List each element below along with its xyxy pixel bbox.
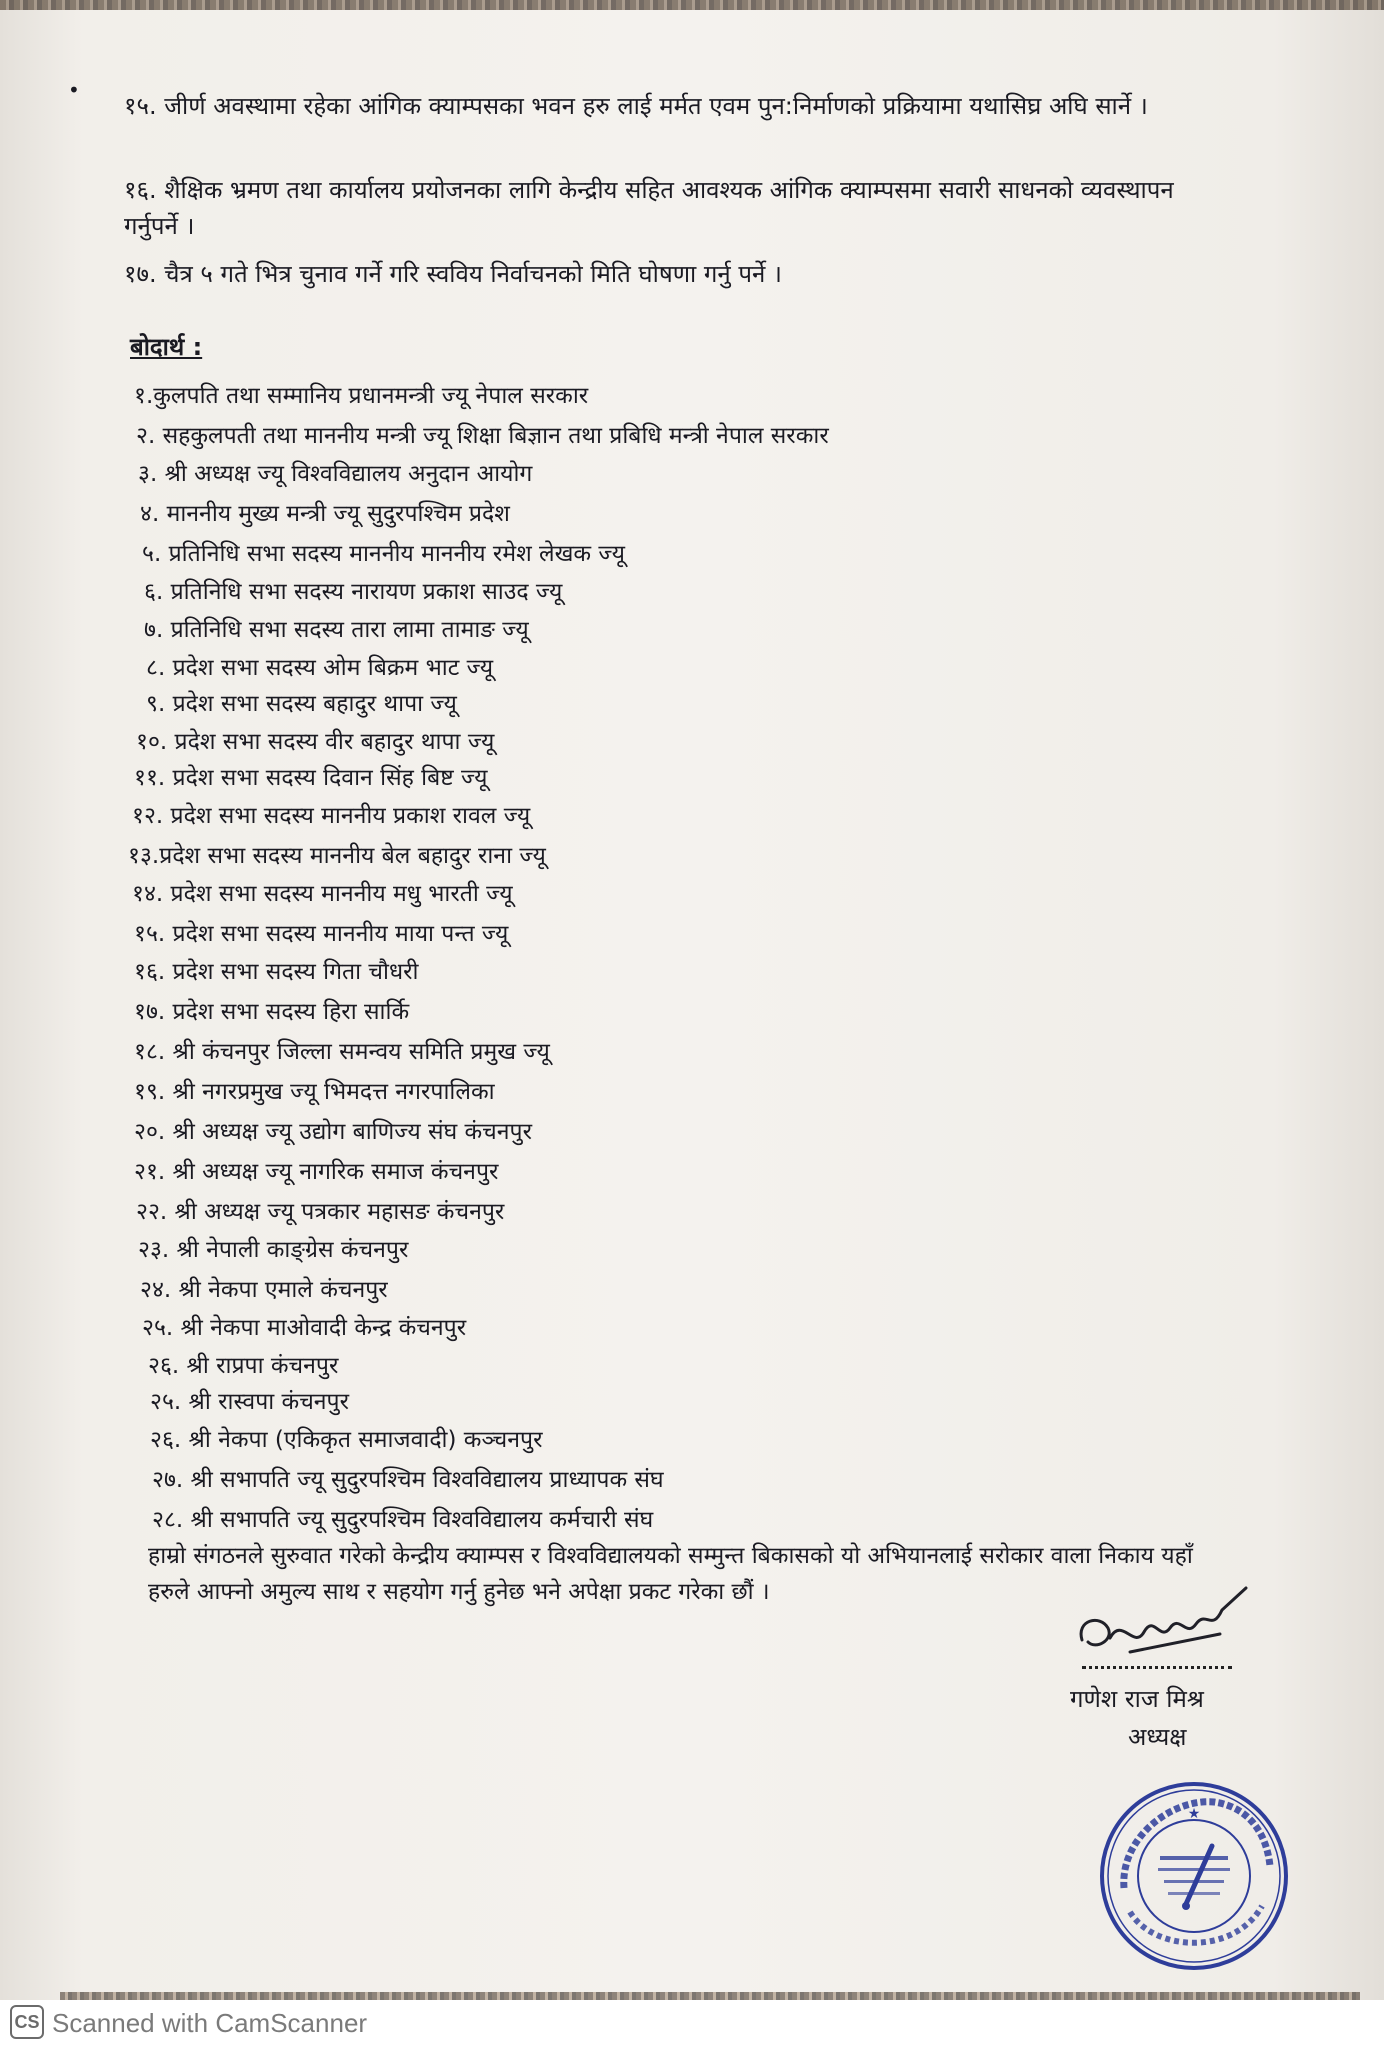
cc-item: २५. श्री नेकपा माओवादी केन्द्र कंचनपुर <box>142 1315 467 1341</box>
cc-item: १६. प्रदेश सभा सदस्य गिता चौधरी <box>134 959 419 985</box>
torn-top-edge <box>0 0 1384 10</box>
cc-item: ५. प्रतिनिधि सभा सदस्य माननीय माननीय रमेश लेखक ज्यू <box>142 541 625 567</box>
cc-item: ४. माननीय मुख्य मन्त्री ज्यू सुदुरपश्चिम प्रदेश <box>140 501 510 527</box>
margin-mark: • <box>68 78 80 102</box>
torn-bottom-edge <box>60 1992 1360 2000</box>
cc-item: २०. श्री अध्यक्ष ज्यू उद्योग बाणिज्य संघ कंचनपुर <box>134 1119 533 1145</box>
cc-item: २५. श्री रास्वपा कंचनपुर <box>150 1389 350 1415</box>
cc-item: १२. प्रदेश सभा सदस्य माननीय प्रकाश रावल ज्यू <box>132 803 531 829</box>
cc-item: २१. श्री अध्यक्ष ज्यू नागरिक समाज कंचनपुर <box>134 1159 499 1185</box>
signatory-title: अध्यक्ष <box>1128 1723 1187 1751</box>
signatory-name: गणेश राज मिश्र <box>1070 1685 1204 1713</box>
cc-item: ६. प्रतिनिधि सभा सदस्य नारायण प्रकाश साउद ज्यू <box>144 579 563 605</box>
cc-item: १९. श्री नगरप्रमुख ज्यू भिमदत्त नगरपालिका <box>134 1079 495 1105</box>
cc-item: २७. श्री सभापति ज्यू सुदुरपश्चिम विश्वविद्यालय प्राध्यापक संघ <box>152 1467 664 1493</box>
cc-item: १.कुलपति तथा सम्मानिय प्रधानमन्त्री ज्यू नेपाल सरकार <box>134 383 589 409</box>
closing-paragraph: हाम्रो संगठनले सुरुवात गरेको केन्द्रीय क्याम्पस र विश्वविद्यालयको सम्मुन्त बिकासको यो अभियानलाई सरोकार वाला निकाय यहाँ हरुले आफ्नो अमुल्य साथ र सहयोग गर्नु हुनेछ भने अपेक्षा प्रकट गरेका छौं । <box>148 1543 1193 1605</box>
cc-item: १७. प्रदेश सभा सदस्य हिरा सार्कि <box>134 999 410 1025</box>
cc-item: १०. प्रदेश सभा सदस्य वीर बहादुर थापा ज्यू <box>136 729 495 755</box>
cc-item: २४. श्री नेकपा एमाले कंचनपुर <box>140 1277 388 1303</box>
demand-point-16: १६. शैक्षिक भ्रमण तथा कार्यालय प्रयोजनका लागि केन्द्रीय सहित आवश्यक आंगिक क्याम्पसमा सवारी साधनको व्यवस्थापन गर्नुपर्ने । <box>124 176 1174 240</box>
cc-item: २८. श्री सभापति ज्यू सुदुरपश्चिम विश्वविद्यालय कर्मचारी संघ <box>152 1507 654 1533</box>
cc-item: २३. श्री नेपाली काङ्ग्रेस कंचनपुर <box>138 1237 409 1263</box>
cc-item: २६. श्री नेकपा (एकिकृत समाजवादी) कञ्चनपुर <box>150 1427 543 1453</box>
organization-seal-stamp <box>1094 1776 1294 1976</box>
demand-point-17: १७. चैत्र ५ गते भित्र चुनाव गर्ने गरि स्वविय निर्वाचनको मिति घोषणा गर्नु पर्ने । <box>124 260 783 288</box>
camscanner-logo-icon: CS <box>10 2005 44 2039</box>
cc-item: ९. प्रदेश सभा सदस्य बहादुर थापा ज्यू <box>146 691 457 717</box>
cc-item: १३.प्रदेश सभा सदस्य माननीय बेल बहादुर राना ज्यू <box>128 843 546 869</box>
cc-item: २. सहकुलपती तथा माननीय मन्त्री ज्यू शिक्षा बिज्ञान तथा प्रबिधि मन्त्री नेपाल सरकार <box>136 423 829 449</box>
handwritten-signature <box>1070 1580 1260 1666</box>
cc-item: ३. श्री अध्यक्ष ज्यू विश्वविद्यालय अनुदान आयोग <box>138 461 533 487</box>
cc-item: २६. श्री राप्रपा कंचनपुर <box>148 1353 339 1379</box>
cc-item: ७. प्रतिनिधि सभा सदस्य तारा लामा तामाङ ज्यू <box>144 617 529 643</box>
cc-heading: बोदार्थ : <box>130 333 203 361</box>
svg-text:★: ★ <box>1187 1806 1201 1822</box>
signature-line <box>1082 1666 1232 1669</box>
cc-item: १५. प्रदेश सभा सदस्य माननीय माया पन्त ज्यू <box>134 921 509 947</box>
cc-item: १४. प्रदेश सभा सदस्य माननीय मधु भारती ज्यू <box>132 881 513 907</box>
cc-item: २२. श्री अध्यक्ष ज्यू पत्रकार महासङ कंचनपुर <box>136 1199 505 1225</box>
camscanner-watermark-text: Scanned with CamScanner <box>52 2008 368 2038</box>
cc-item: ११. प्रदेश सभा सदस्य दिवान सिंह बिष्ट ज्यू <box>134 765 488 791</box>
cc-item: ८. प्रदेश सभा सदस्य ओम बिक्रम भाट ज्यू <box>146 655 494 681</box>
demand-point-15: १५. जीर्ण अवस्थामा रहेका आंगिक क्याम्पसका भवन हरु लाई मर्मत एवम पुन:निर्माणको प्रक्रियामा यथासिघ्र अघि सार्ने । <box>124 92 1148 120</box>
cc-item: १८. श्री कंचनपुर जिल्ला समन्वय समिति प्रमुख ज्यू <box>134 1039 550 1065</box>
